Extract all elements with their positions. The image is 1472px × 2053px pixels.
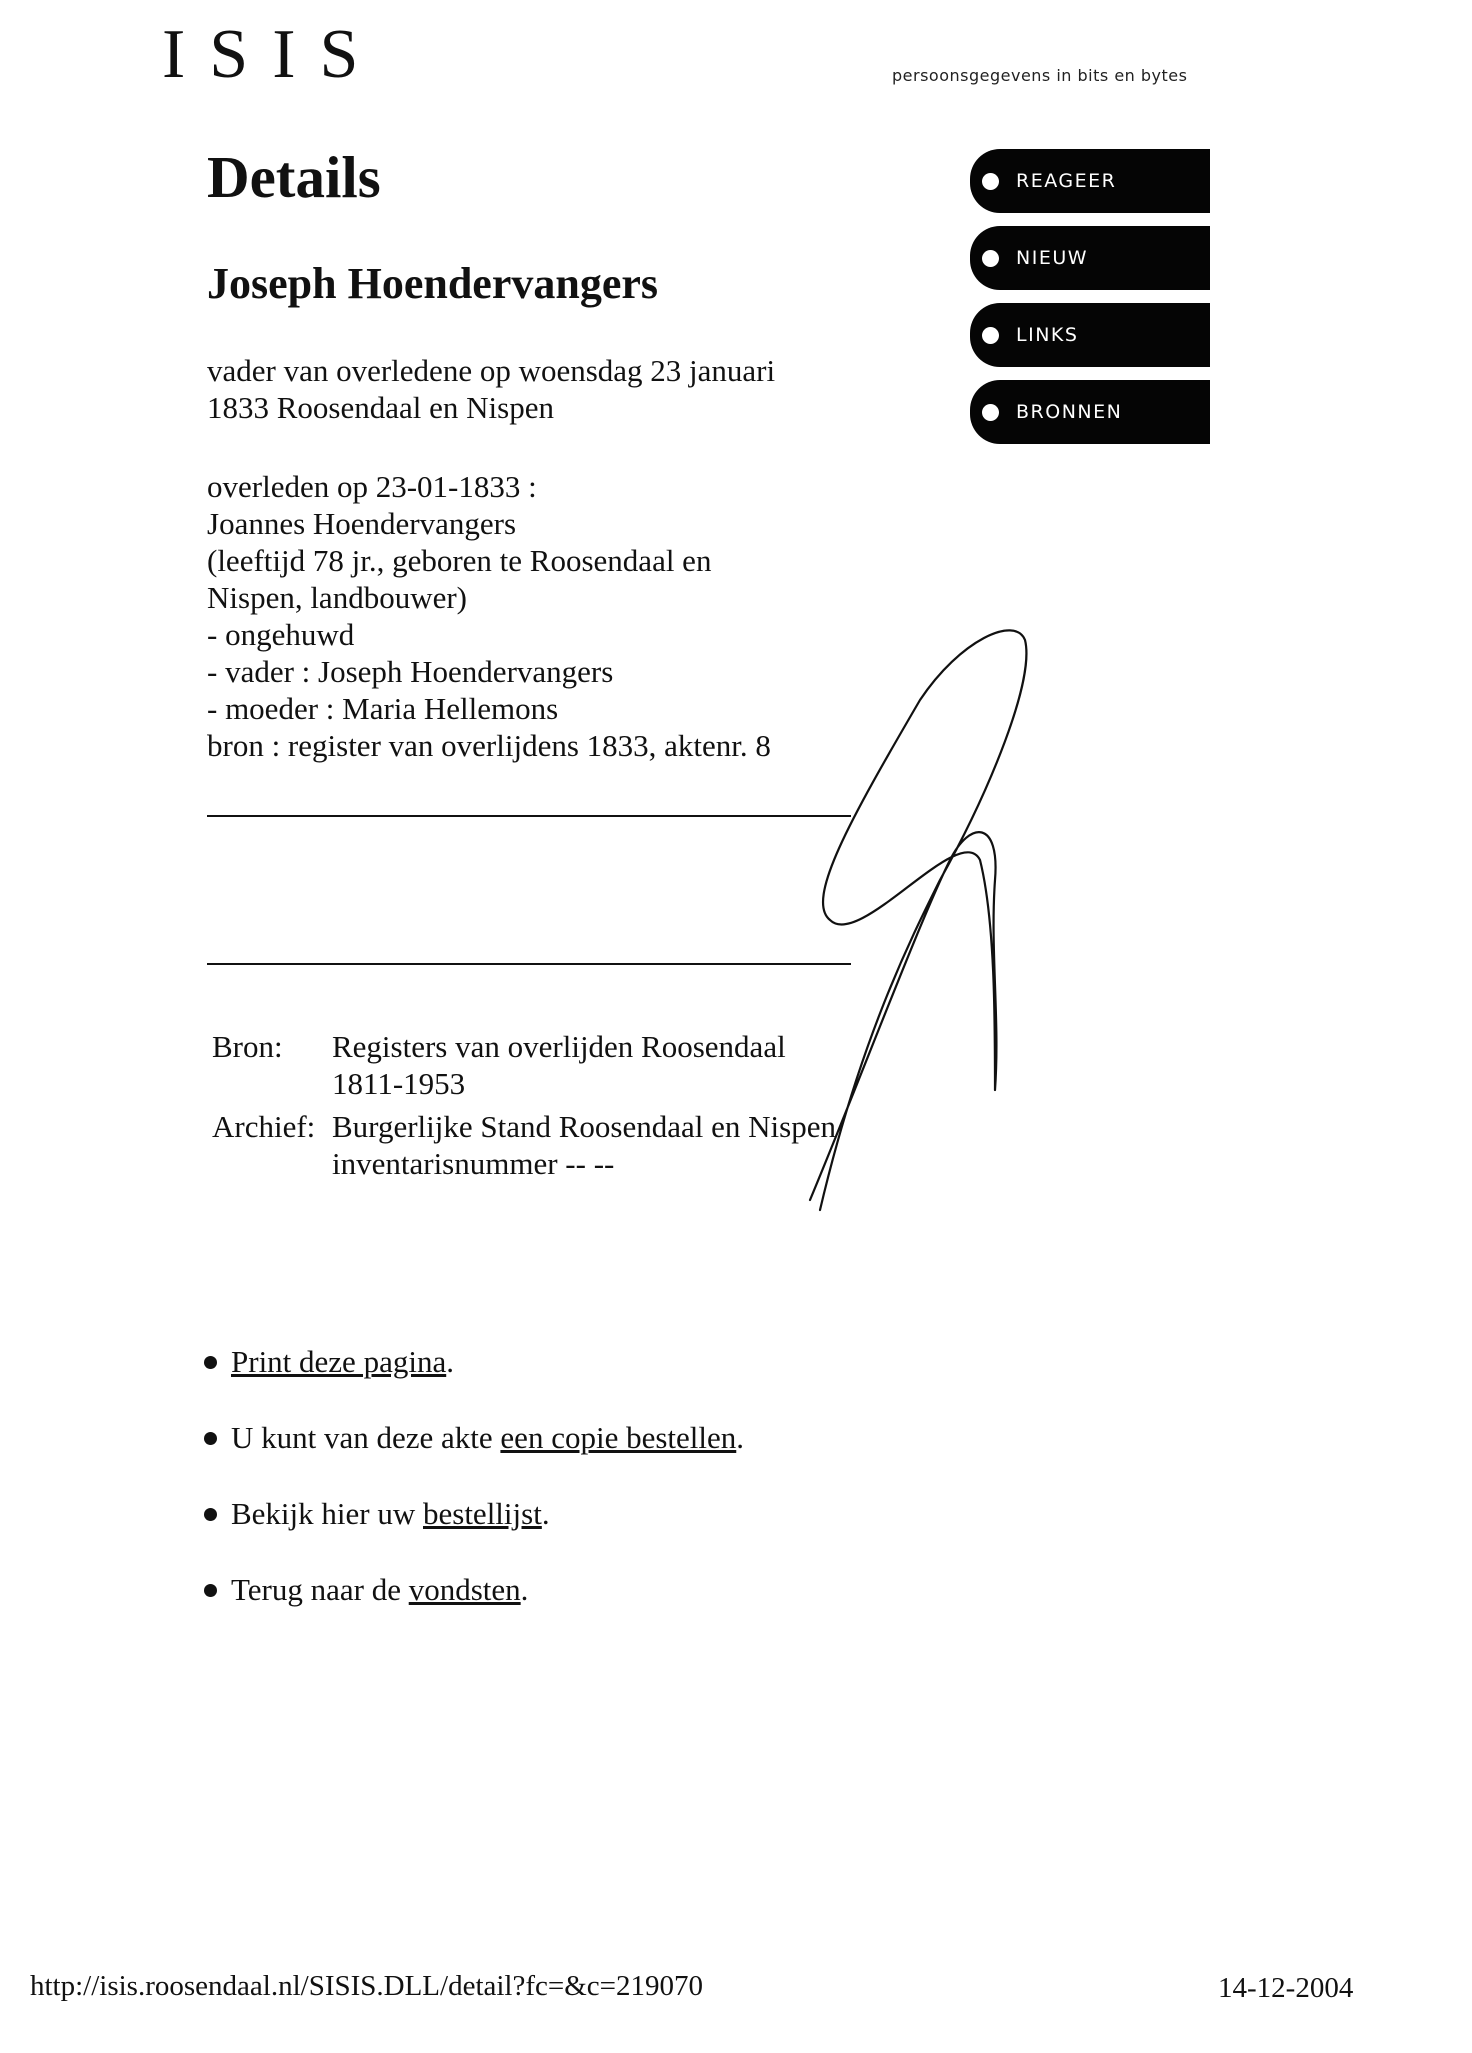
record-line: bron : register van overlijdens 1833, aktenr. 8 [207, 728, 771, 763]
list-item [204, 1494, 744, 1570]
record-line: Nispen, landbouwer) [207, 580, 467, 615]
record-line: - vader : Joseph Hoendervangers [207, 654, 614, 689]
link-prefix: Terug naar de [231, 1572, 409, 1607]
link-prefix: U kunt van deze akte [231, 1420, 501, 1455]
bullet-icon [204, 1356, 217, 1369]
page-url: http://isis.roosendaal.nl/SISIS.DLL/detail?fc=&c=219070 [30, 1970, 704, 2002]
record-line: Joannes Hoendervangers [207, 506, 517, 541]
side-nav [970, 149, 1210, 457]
handwritten-signature [800, 620, 1100, 1220]
reageer-button[interactable] [970, 149, 1210, 213]
bullet-icon [982, 173, 999, 190]
order-copy-link[interactable]: een copie bestellen [500, 1420, 737, 1455]
archief-label: Archief: [212, 1109, 316, 1144]
relation-line: 1833 Roosendaal en Nispen [207, 390, 554, 425]
list-item [204, 1342, 744, 1418]
bullet-icon [204, 1432, 217, 1445]
link-suffix: . [541, 1496, 550, 1531]
bron-value: Registers van overlijden Roosendaal 1811-1953 [332, 1029, 786, 1101]
death-record [207, 468, 887, 764]
bullet-icon [204, 1584, 217, 1597]
divider [207, 963, 851, 965]
page-title: Details [207, 144, 381, 210]
print-link[interactable]: Print deze pagina [231, 1344, 447, 1379]
record-line: - ongehuwd [207, 617, 355, 652]
bronnen-button[interactable] [970, 380, 1210, 444]
list-item [204, 1570, 744, 1646]
nav-label: BRONNEN [1016, 401, 1123, 423]
link-suffix: . [446, 1344, 454, 1379]
bullet-icon [982, 250, 999, 267]
relation-description [207, 352, 887, 426]
links-button[interactable] [970, 303, 1210, 367]
divider [207, 815, 851, 817]
site-tagline: persoonsgegevens in bits en bytes [892, 66, 1188, 85]
record-line: (leeftijd 78 jr., geboren te Roosendaal en [207, 543, 712, 578]
order-list-link[interactable]: bestellijst [423, 1496, 542, 1531]
nav-label: LINKS [1016, 324, 1079, 346]
print-date: 14-12-2004 [1218, 1972, 1354, 2004]
results-link[interactable]: vondsten [408, 1572, 521, 1607]
action-links [204, 1342, 744, 1646]
bullet-icon [982, 327, 999, 344]
record-line: overleden op 23-01-1833 : [207, 469, 537, 504]
record-line: - moeder : Maria Hellemons [207, 691, 559, 726]
relation-line: vader van overledene op woensdag 23 januari [207, 353, 776, 388]
bullet-icon [204, 1508, 217, 1521]
nieuw-button[interactable] [970, 226, 1210, 290]
person-name: Joseph Hoendervangers [207, 259, 658, 308]
nav-label: REAGEER [1016, 170, 1117, 192]
nav-label: NIEUW [1016, 247, 1089, 269]
archief-value: Burgerlijke Stand Roosendaal en Nispen inventarisnummer -- -- [332, 1109, 836, 1181]
site-logo: ISIS [162, 16, 383, 93]
link-prefix: Bekijk hier uw [231, 1496, 423, 1531]
list-item [204, 1418, 744, 1494]
link-suffix: . [520, 1572, 529, 1607]
link-suffix: . [736, 1420, 745, 1455]
bullet-icon [982, 404, 999, 421]
bron-label: Bron: [212, 1029, 283, 1064]
